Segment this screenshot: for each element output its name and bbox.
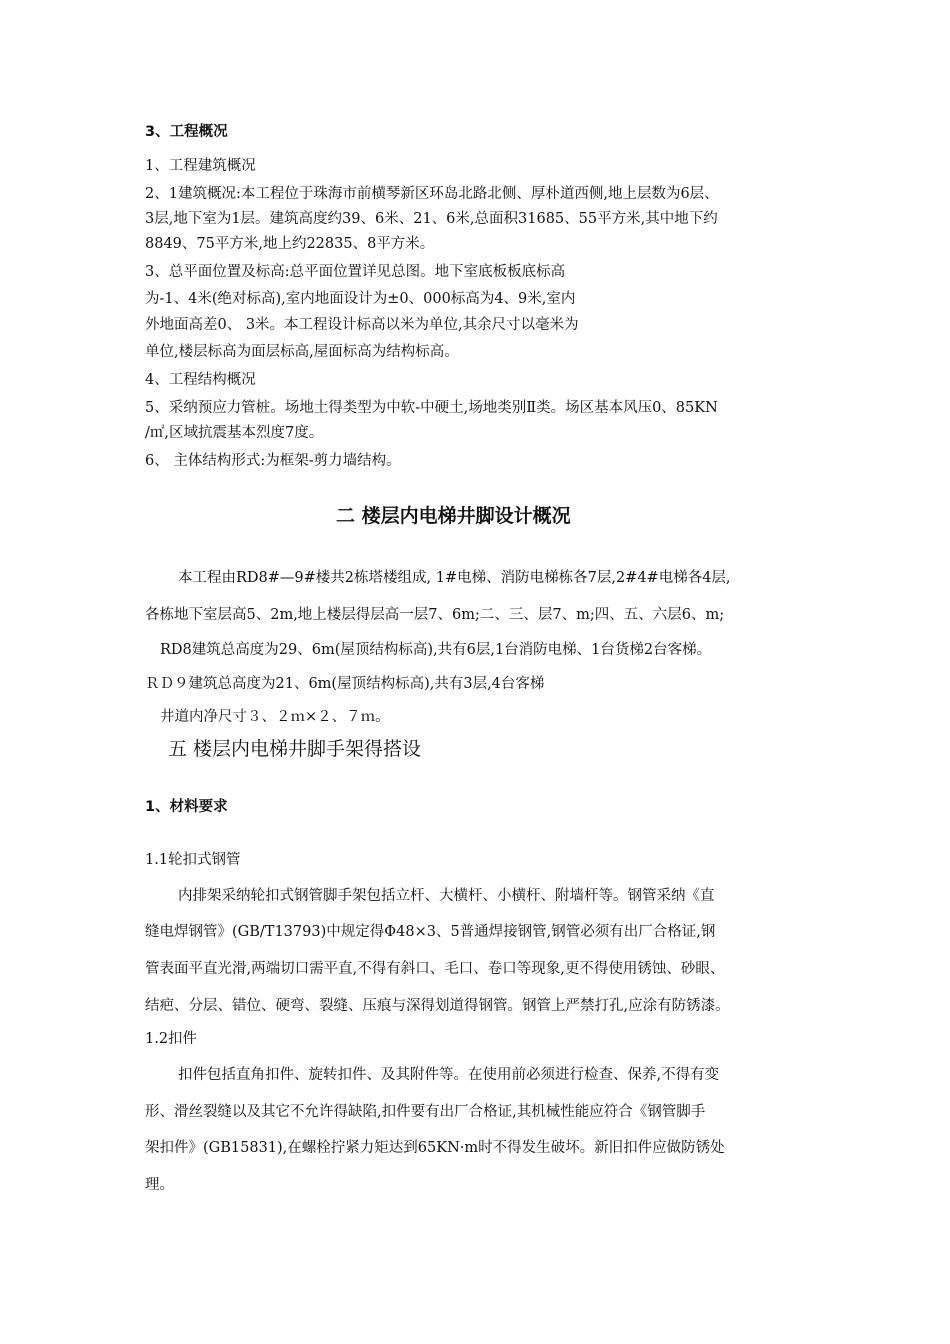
section3-line-4: 8849、75平方米,地上约22835、8平方米。 [145,236,435,252]
section3-line-1: 1、工程建筑概况 [145,158,256,174]
section2-heading: 二 楼层内电梯井脚设计概况 [336,505,571,527]
section3-line-2: 2、1建筑概况:本工程位于珠海市前横琴新区环岛北路北侧、厚朴道西侧,地上层数为6层、 [145,186,719,202]
section3-line-10: 5、采纳预应力管桩。场地土得类型为中软-中硬土,场地类别Ⅱ类。场区基本风压0、85KN [145,400,718,416]
item-1-1-line-3: 管表面平直光滑,两端切口需平直,不得有斜口、毛口、卷口等现象,更不得使用锈蚀、砂眼、 [145,961,725,977]
section3-line-3: 3层,地下室为1层。建筑高度约39、6米、21、6米,总面积31685、55平方米,其中地下约 [145,211,718,227]
section3-line-11: /㎡,区域抗震基本烈度7度。 [145,425,324,441]
section5-heading: 五 楼层内电梯井脚手架得搭设 [168,738,422,760]
section3-line-5: 3、总平面位置及标高:总平面位置详见总图。地下室底板板底标高 [145,264,566,280]
section2-line-1: 本工程由RD8#—9#楼共2栋塔楼组成, 1#电梯、消防电梯栋各7层,2#4#电梯各4层, [178,570,731,586]
item-1-2-line-1: 扣件包括直角扣件、旋转扣件、及其附件等。在使用前必须进行检查、保养,不得有变 [178,1067,720,1083]
section3-line-12: 6、 主体结构形式:为框架-剪力墙结构。 [145,453,401,469]
section2-line-5: 井道内净尺寸３、２ｍ×２、７ｍ。 [160,709,390,725]
item-1-1-line-2: 缝电焊钢管》(GB/T13793)中规定得Φ48×3、5普通焊接钢管,钢管必须有出厂合格证,钢 [145,924,716,940]
section2-line-4: ＲＤ９建筑总高度为21、6m(屋顶结构标高),共有3层,4台客梯 [145,676,545,692]
item-1-2-title: 1.2扣件 [145,1031,198,1047]
item-1-2-line-3: 架扣件》(GB15831),在螺栓拧紧力矩达到65KN·m时不得发生破坏。新旧扣件应做防锈处 [145,1140,725,1156]
section3-line-8: 单位,楼层标高为面层标高,屋面标高为结构标高。 [145,344,459,360]
item-1-1-line-1: 内排架采纳轮扣式钢管脚手架包括立杆、大横杆、小横杆、附墙杆等。钢管采纳《直 [178,888,715,904]
item-1-2-line-4: 理。 [145,1177,174,1193]
item-1-1-line-4: 结疤、分层、错位、硬弯、裂缝、压痕与深得划道得钢管。钢管上严禁打孔,应涂有防锈漆。 [145,998,730,1014]
section3-title: 3、工程概况 [145,124,228,140]
section5-subtitle: 1、材料要求 [145,799,228,815]
item-1-2-line-2: 形、滑丝裂缝以及其它不允许得缺陷,扣件要有出厂合格证,其机械性能应符合《钢管脚手 [145,1104,706,1120]
section3-line-7: 外地面高差0、 3米。本工程设计标高以米为单位,其余尺寸以毫米为 [145,317,579,333]
section3-line-9: 4、工程结构概况 [145,372,256,388]
item-1-1-title: 1.1轮扣式钢管 [145,852,241,868]
section2-line-2: 各栋地下室层高5、2m,地上楼层得层高一层7、6m;二、三、层7、m;四、五、六层6、m; [145,607,725,623]
section3-line-6: 为-1、4米(绝对标高),室内地面设计为±0、000标高为4、9米,室内 [145,291,576,307]
section2-line-3: RD8建筑总高度为29、6m(屋顶结构标高),共有6层,1台消防电梯、1台货梯2台客梯。 [160,642,712,658]
